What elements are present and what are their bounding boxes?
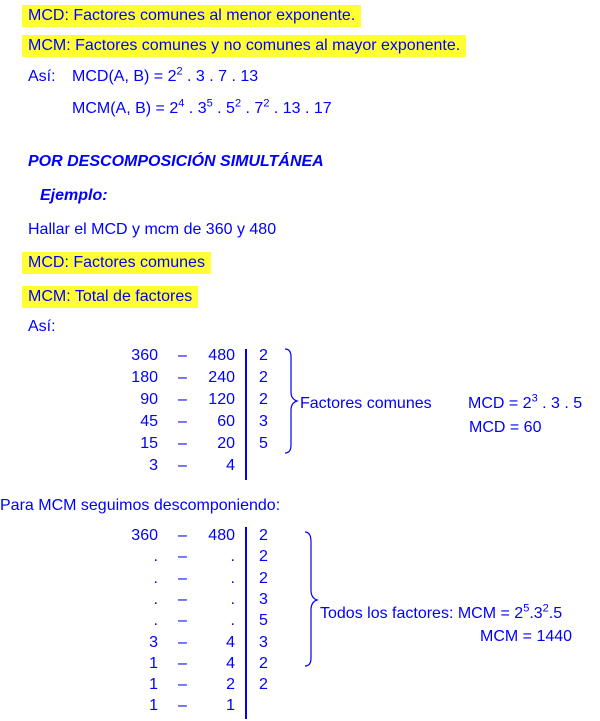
table-cell-dash: – (178, 527, 187, 544)
asi-label: Así: (28, 68, 56, 85)
example-label: Ejemplo: (40, 187, 108, 204)
table-cell-dash: – (178, 569, 187, 587)
table-cell-dividend-b: 2 (226, 676, 235, 694)
table-cell-dividend-a: 360 (131, 527, 158, 544)
table-cell-dividend-b: . (230, 569, 235, 587)
table-cell-factor: 5 (259, 435, 268, 452)
table-cell-dividend-b: 60 (217, 413, 235, 430)
table-cell-factor: 2 (259, 347, 268, 364)
mcm-rule: MCM: Total de factores (22, 286, 198, 308)
brace-icon (303, 530, 323, 670)
table-cell-dividend-b: 120 (208, 391, 235, 408)
table-cell-dividend-b: . (230, 612, 235, 630)
table-cell-dividend-a: 360 (131, 347, 158, 364)
table-cell-dash: – (178, 654, 187, 672)
table-cell-dividend-a: . (153, 612, 158, 630)
table-cell-factor: 2 (259, 527, 268, 544)
table-cell-factor: 2 (259, 548, 268, 566)
table1-divider (245, 349, 247, 480)
table-cell-dash: – (178, 590, 187, 608)
table-cell-dividend-b: 4 (226, 457, 235, 474)
mcd-rule: MCD: Factores comunes (22, 252, 211, 274)
table-cell-dividend-a: 1 (149, 697, 158, 715)
mcd-result-formula: MCD = $2^3$ . 3 . 5 (468, 392, 583, 412)
table-cell-dash: – (178, 633, 187, 651)
table-cell-dash: – (178, 413, 187, 430)
all-factors-label: Todos los factores: MCM = $2^5.3^2.5$ (320, 602, 563, 622)
asi-label-2: Así: (28, 318, 56, 335)
section-title: POR DESCOMPOSICIÓN SIMULTÁNEA (28, 153, 324, 170)
table-cell-dividend-a: . (153, 569, 158, 587)
table-cell-dash: – (178, 391, 187, 408)
table-cell-dividend-b: 4 (226, 633, 235, 651)
table-cell-dividend-a: 90 (140, 391, 158, 408)
table2-divider (245, 527, 247, 719)
mcd-formula: MCD(A, $B) = 2^2$ . 3 . 7 . 13 (72, 65, 259, 85)
mcm-result-value: MCM = 1440 (480, 628, 573, 645)
mcd-result-value: MCD = 60 (469, 419, 542, 436)
table-cell-dividend-b: 4 (226, 654, 235, 672)
table-cell-dash: – (178, 347, 187, 364)
table-cell-dash: – (178, 697, 187, 715)
table-cell-factor: 3 (259, 413, 268, 430)
table-cell-dividend-a: 3 (149, 457, 158, 474)
table-cell-dividend-b: 480 (208, 347, 235, 364)
table-cell-dividend-b: 1 (226, 697, 235, 715)
table-cell-dash: – (178, 435, 187, 452)
table-cell-dividend-b: . (230, 590, 235, 608)
table-cell-dividend-a: 15 (140, 435, 158, 452)
table-cell-factor: 2 (259, 391, 268, 408)
problem-statement: Hallar el MCD y mcm de 360 y 480 (28, 221, 277, 238)
table-cell-factor: 3 (259, 633, 268, 651)
table-cell-factor: 2 (259, 654, 268, 672)
table-cell-factor: 5 (259, 612, 268, 630)
mcd-definition: MCD: Factores comunes al menor exponente. (22, 5, 361, 27)
table-cell-dividend-a: 180 (131, 369, 158, 386)
table-cell-dividend-a: . (153, 548, 158, 566)
table-cell-dividend-b: . (230, 548, 235, 566)
table-cell-factor: 3 (259, 590, 268, 608)
table-cell-dividend-a: 1 (149, 676, 158, 694)
table-cell-dash: – (178, 548, 187, 566)
table-cell-dash: – (178, 612, 187, 630)
table-cell-dash: – (178, 676, 187, 694)
table-cell-dividend-b: 480 (208, 527, 235, 544)
table-cell-factor: 2 (259, 369, 268, 386)
table-cell-dividend-b: 20 (217, 435, 235, 452)
table-cell-dividend-b: 240 (208, 369, 235, 386)
table-cell-dash: – (178, 369, 187, 386)
mcm-intro: Para MCM seguimos descomponiendo: (0, 497, 281, 514)
table-cell-factor: 2 (259, 569, 268, 587)
table-cell-factor: 2 (259, 676, 268, 694)
common-factors-label: Factores comunes (300, 395, 432, 412)
table-cell-dash: – (178, 457, 187, 474)
table-cell-dividend-a: 1 (149, 654, 158, 672)
table-cell-dividend-a: 45 (140, 413, 158, 430)
table-cell-dividend-a: 3 (149, 633, 158, 651)
table-cell-dividend-a: . (153, 590, 158, 608)
mcm-formula: MCM(A, $B) = 2^4$ . $3^5$ . $5^2$ . $7^2$ . 13 . 17 (72, 97, 332, 117)
mcm-definition: MCM: Factores comunes y no comunes al mayor exponente. (22, 35, 466, 57)
